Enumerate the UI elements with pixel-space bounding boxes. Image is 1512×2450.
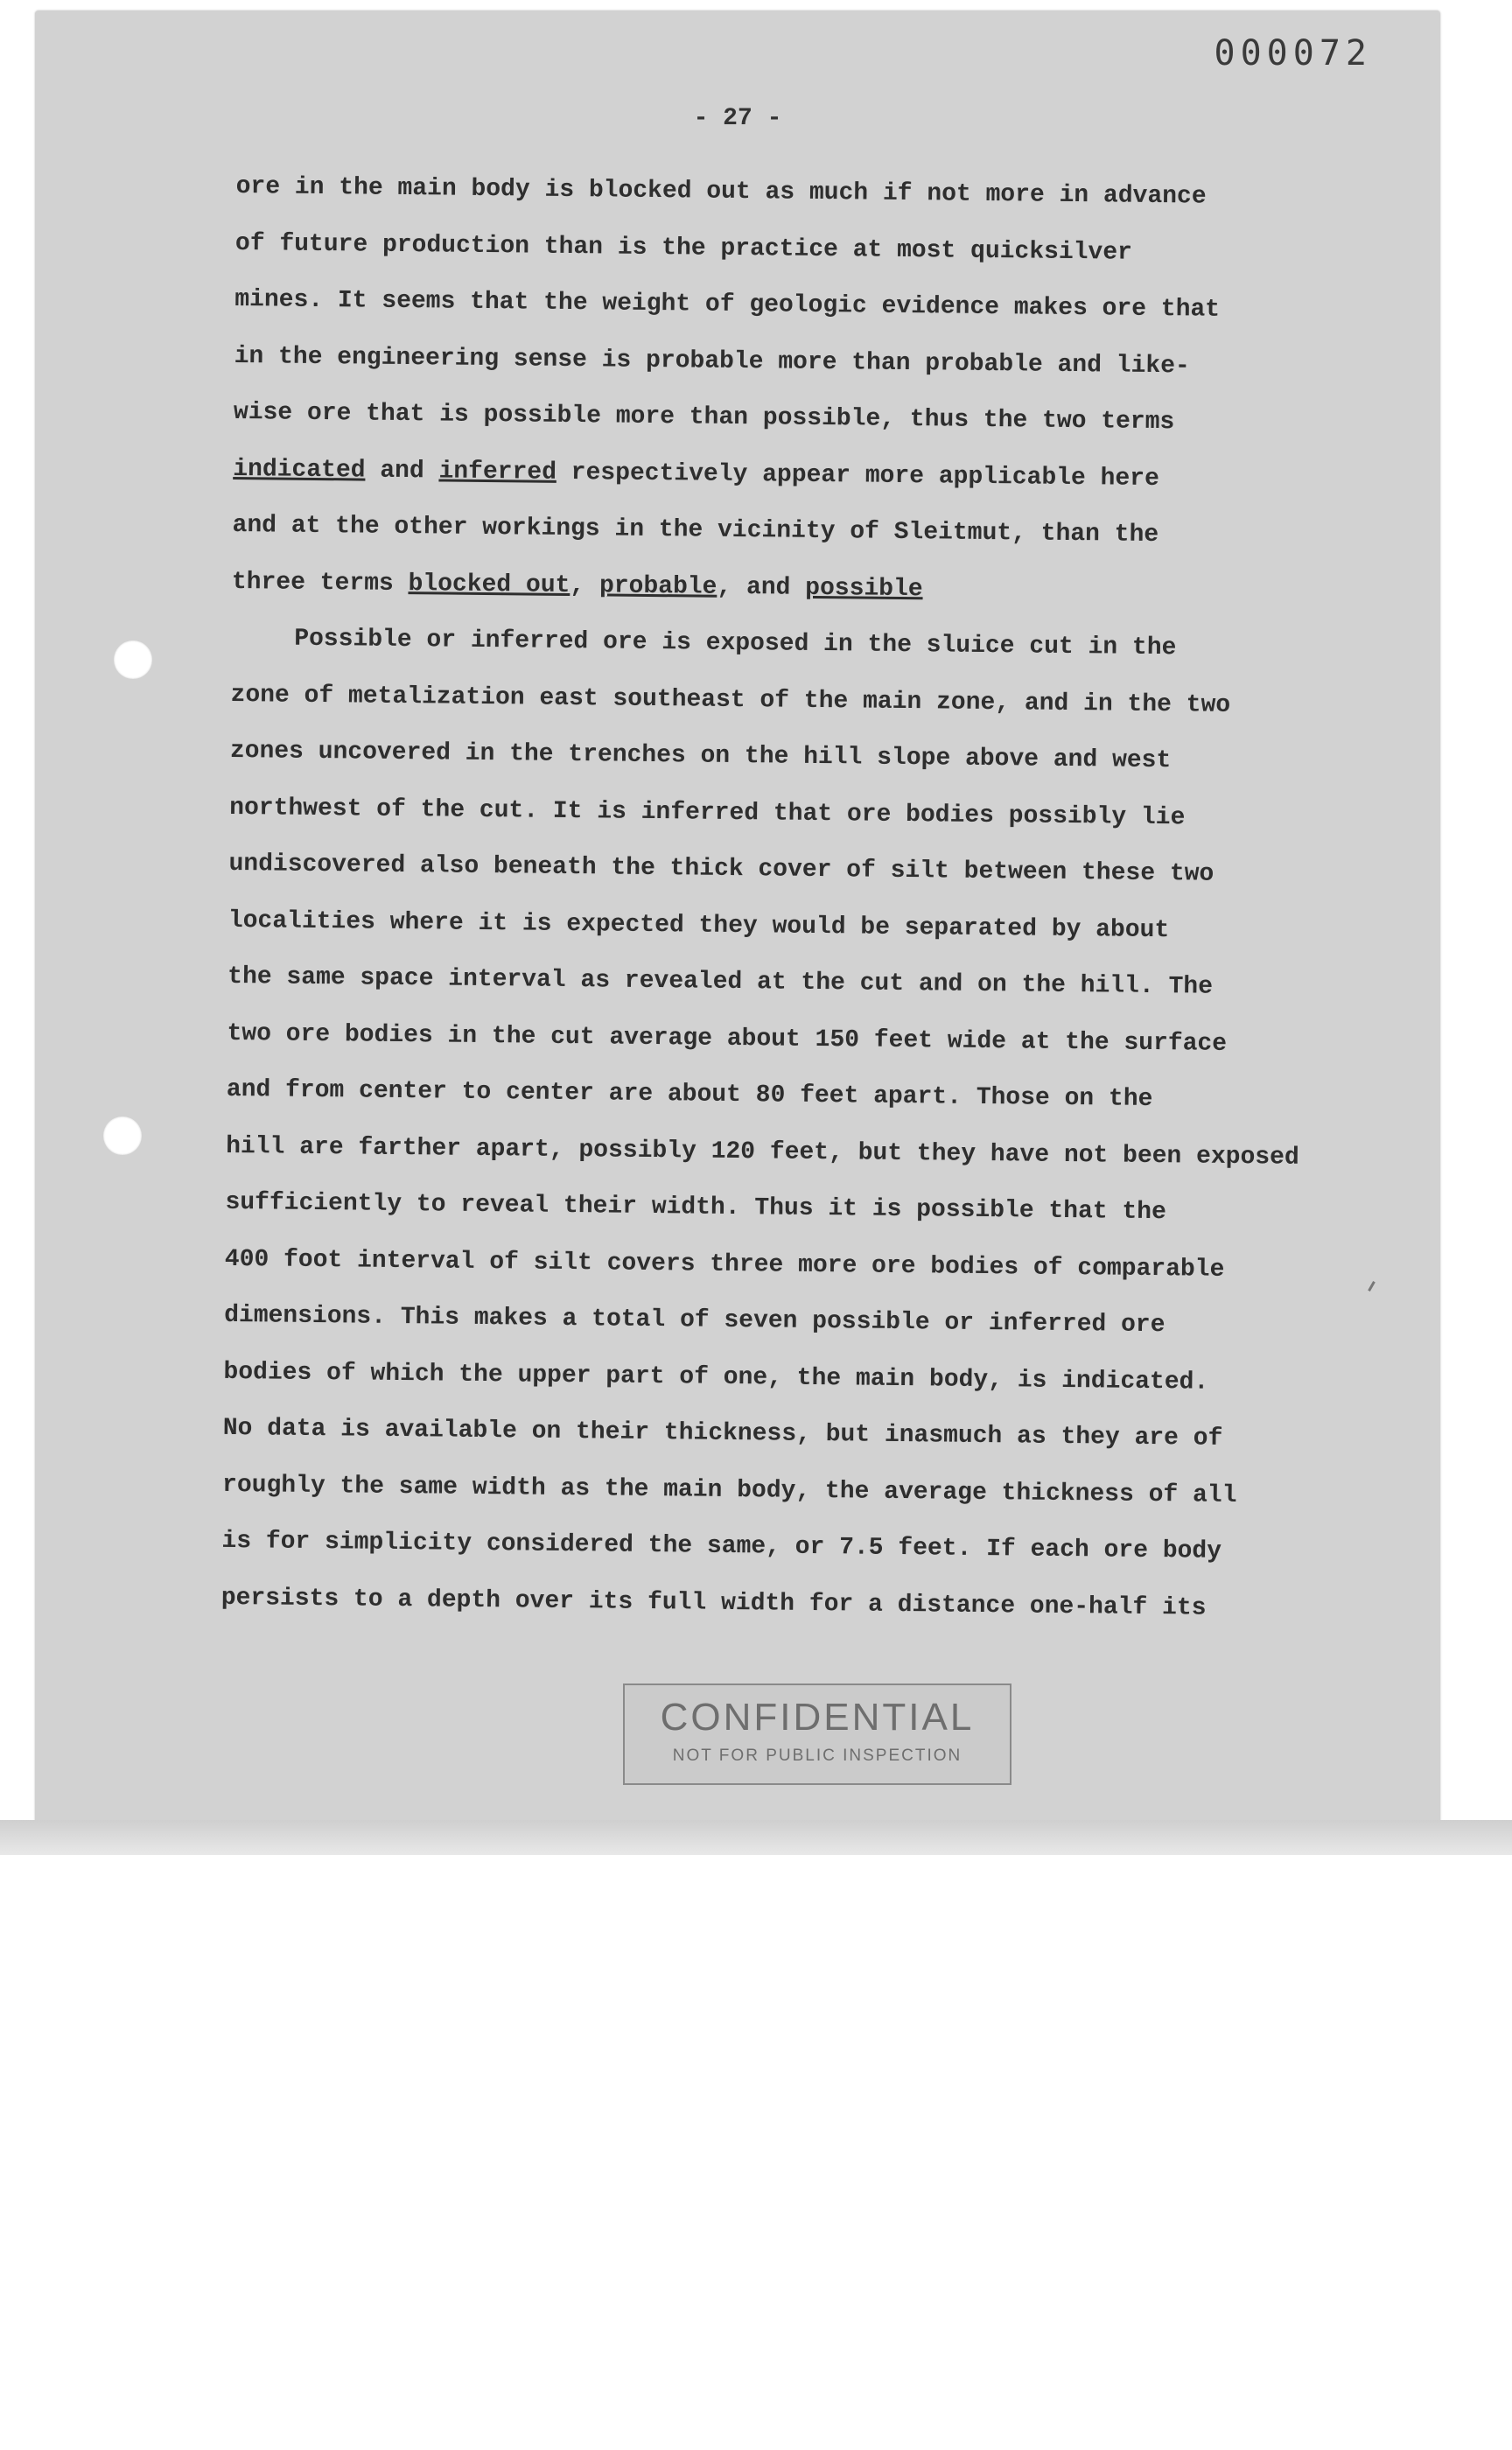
punch-hole — [114, 640, 152, 679]
text-line: northwest of the cut. It is inferred that ore bodies possibly lie — [229, 794, 1186, 831]
text-line: mines. It seems that the weight of geologic evidence makes ore that — [234, 285, 1221, 324]
text-fragment: , and — [717, 573, 806, 602]
archive-stamp-number: 000072 — [1214, 33, 1372, 74]
text-line: bodies of which the upper part of one, the main body, is indicated. — [223, 1358, 1209, 1396]
text-line: zone of metalization east southeast of the main zone, and in the two — [230, 681, 1231, 719]
term-inferred: inferred — [438, 457, 557, 486]
text-line: two ore bodies in the cut average about 150 feet wide at the surface — [227, 1019, 1228, 1058]
stamp-title: CONFIDENTIAL — [660, 1696, 975, 1739]
stamp-subtitle: NOT FOR PUBLIC INSPECTION — [672, 1746, 962, 1765]
page-number: - 27 - — [693, 105, 782, 132]
text-fragment: three terms — [231, 568, 409, 598]
term-possible: possible — [805, 574, 923, 603]
text-line: wise ore that is possible more than possible, thus the two terms — [233, 398, 1175, 437]
text-line: is for simplicity considered the same, or 7.5 feet. If each ore body — [221, 1527, 1222, 1565]
punch-hole — [103, 1116, 142, 1155]
page-shadow — [0, 1820, 1512, 1855]
text-line: dimensions. This makes a total of seven possible or inferred ore — [223, 1301, 1166, 1340]
confidential-stamp — [623, 1684, 1012, 1785]
text-fragment: and — [365, 457, 439, 485]
text-line: hill are farther apart, possibly 120 feet, but they have not been exposed — [226, 1132, 1299, 1172]
scanned-page — [35, 10, 1440, 1830]
text-line: and at the other workings in the vicinity of Sleitmut, than the — [232, 511, 1159, 550]
text-line: and from center to center are about 80 feet apart. Those on the — [226, 1075, 1153, 1114]
text-line: roughly the same width as the main body, the average thickness of all — [221, 1471, 1237, 1509]
term-probable: probable — [598, 571, 718, 601]
text-line: undiscovered also beneath the thick cover of silt between these two — [228, 850, 1214, 888]
text-line: No data is available on their thickness, but inasmuch as they are of — [222, 1414, 1223, 1452]
text-line: 400 foot interval of silt covers three more ore bodies of comparable — [224, 1245, 1225, 1284]
term-blocked-out: blocked out — [408, 570, 570, 599]
text-line: the same space interval as revealed at the cut and on the hill. The — [228, 962, 1214, 1001]
text-line: localities where it is expected they would be separated by about — [228, 906, 1170, 944]
body-text — [220, 159, 1355, 1638]
text-line: zones uncovered in the trenches on the hill slope above and west — [229, 737, 1172, 775]
text-line: ore in the main body is blocked out as much if not more in advance — [235, 172, 1207, 211]
text-line: in the engineering sense is probable more than probable and like- — [234, 342, 1190, 380]
term-indicated: indicated — [233, 455, 366, 485]
text-fragment: respectively appear more applicable here — [556, 458, 1159, 493]
text-line: of future production than is the practice at most quicksilver — [234, 229, 1133, 267]
text-line: Possible or inferred ore is exposed in the sluice cut in the — [294, 625, 1177, 662]
text-line: persists to a depth over its full width for a distance one-half its — [220, 1584, 1207, 1622]
text-fragment: , — [570, 571, 600, 599]
text-line: sufficiently to reveal their width. Thus it is possible that the — [225, 1188, 1166, 1227]
margin-mark — [1368, 1281, 1376, 1292]
